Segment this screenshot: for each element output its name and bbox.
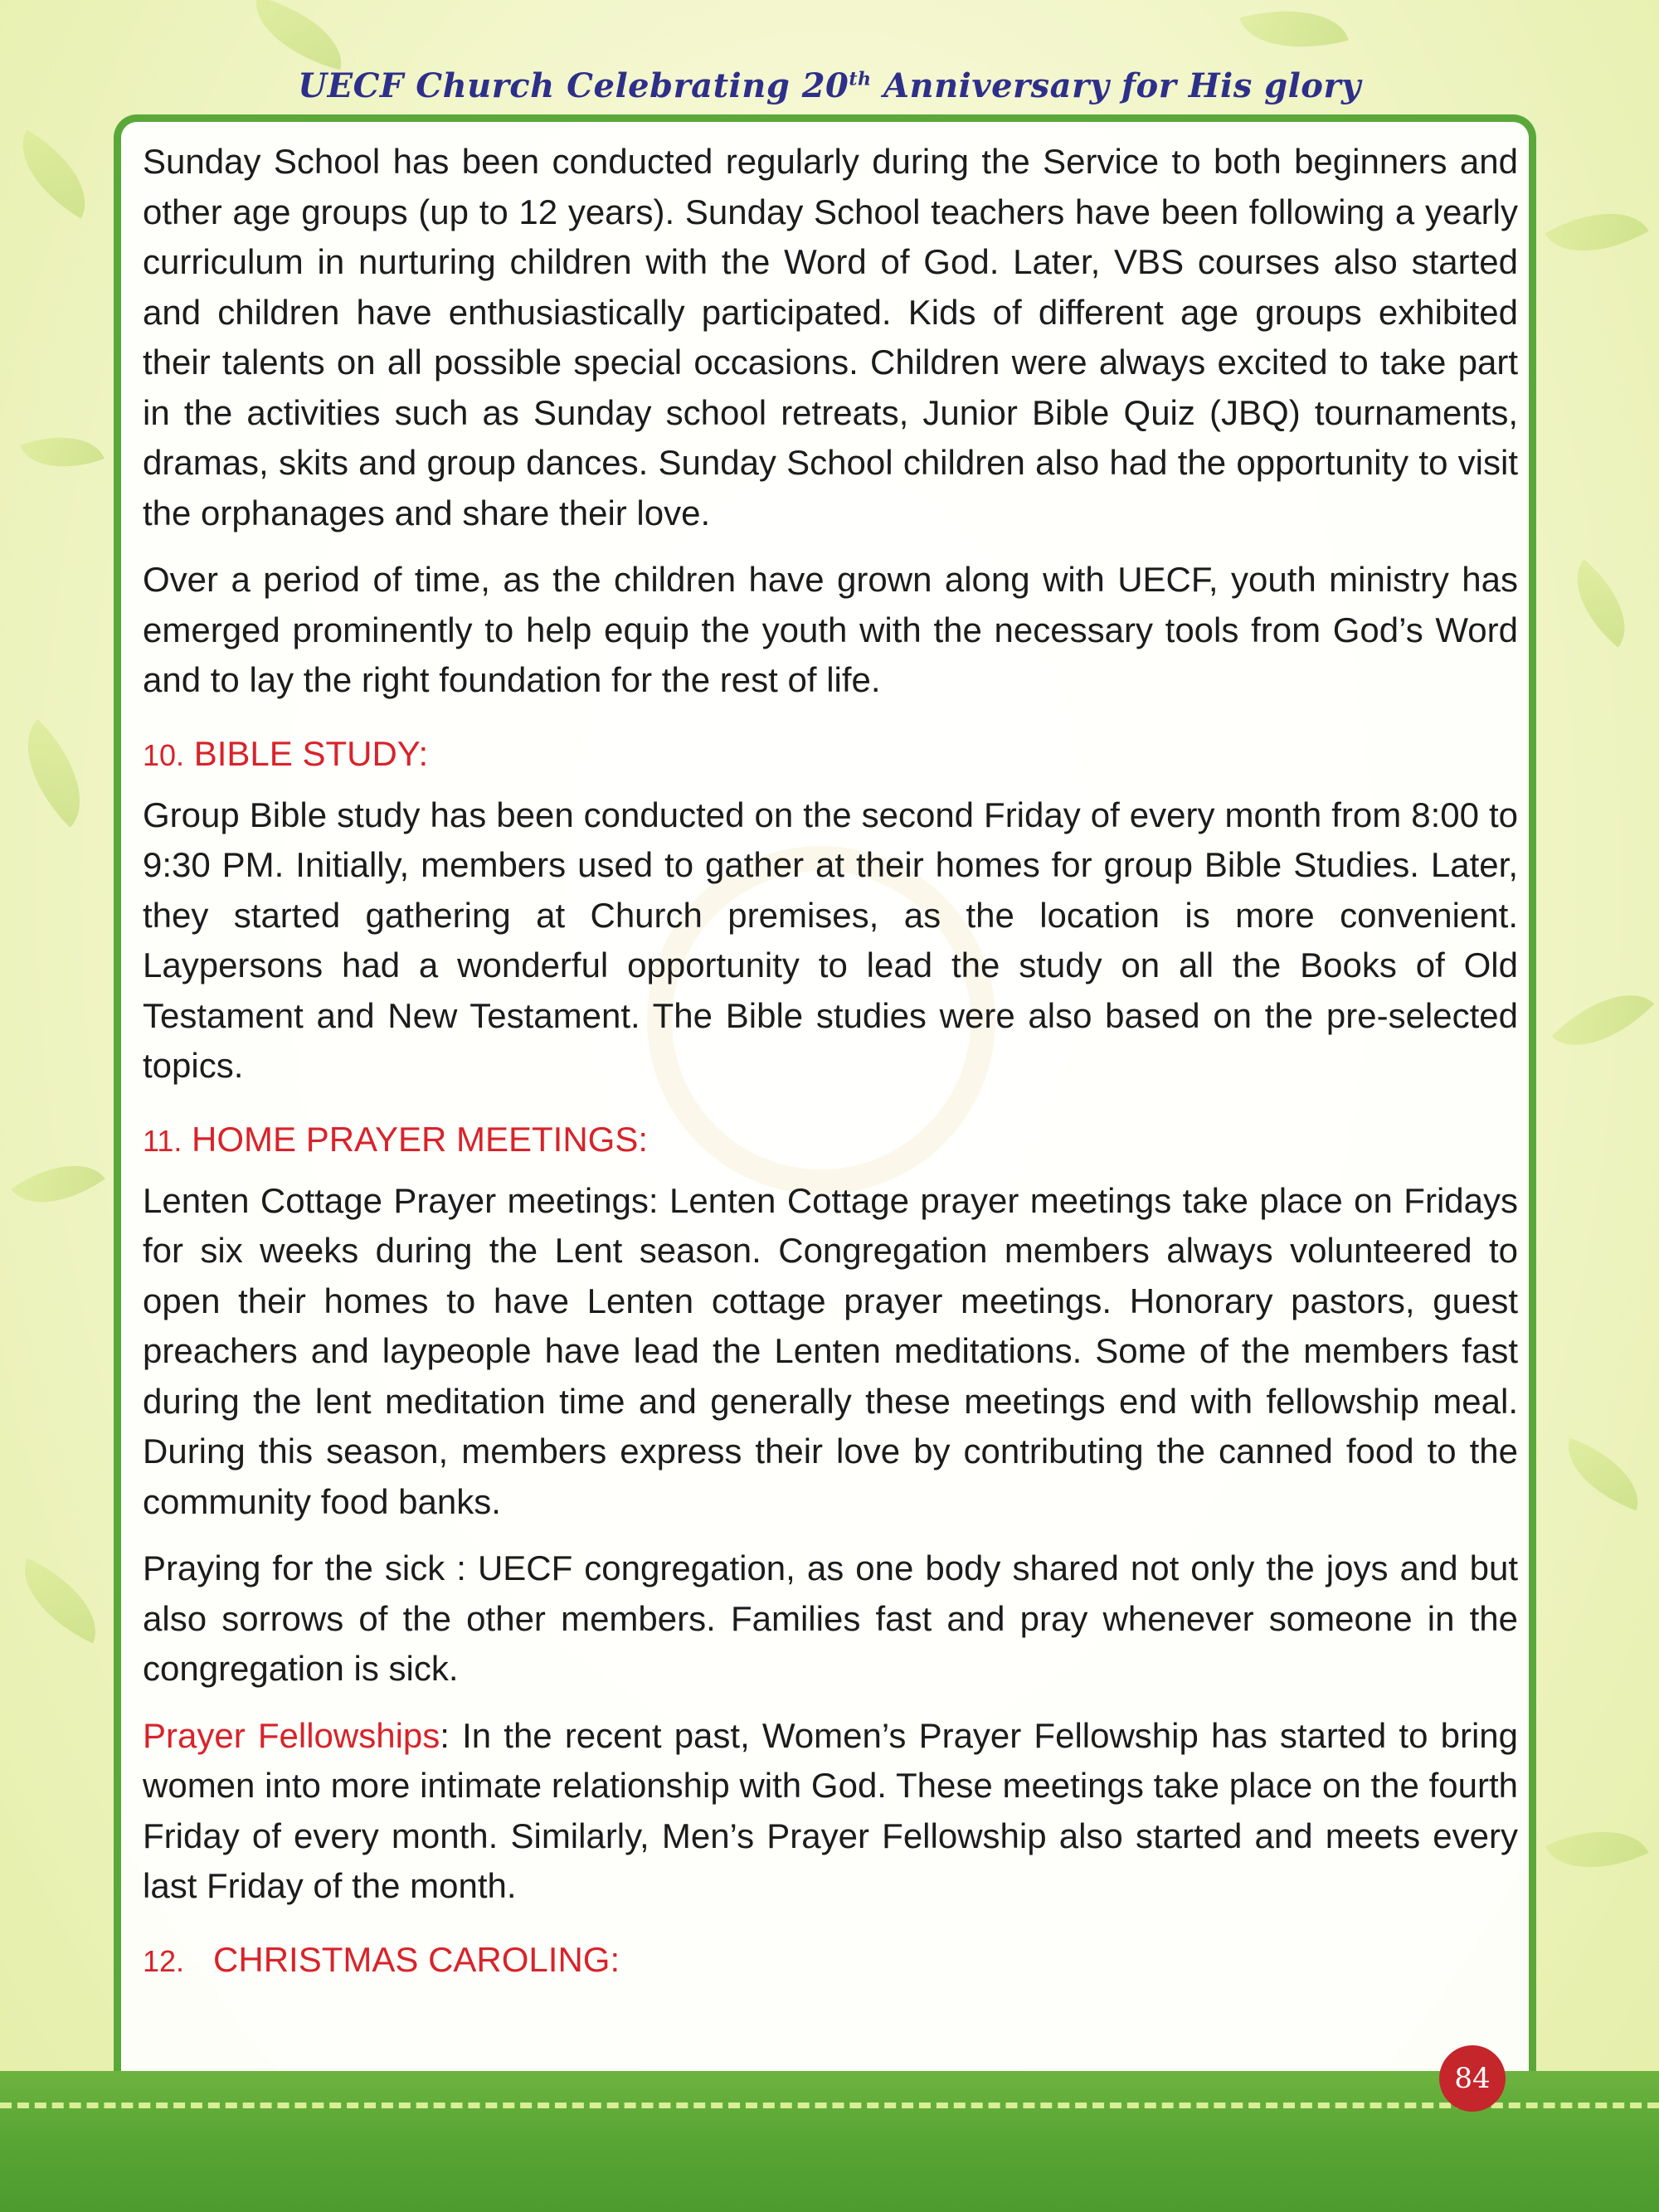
background-leaf xyxy=(1545,188,1648,277)
paragraph-lenten-cottage: Lenten Cottage Prayer meetings: Lenten Cottage prayer meetings take place on Fridays for six weeks during the Lent season. Congregation members always volunteered to open their homes to have Lenten cottage prayer meetings. Honorary pastors, guest preachers and laypeople have lead the Lenten meditations. Some of the members fast during the lent meditation time and generally these meetings end with fellowship meal. During this season, members express their love by contributing the canned food to the community food banks. xyxy=(143,1180,1518,1521)
paragraph-prayer-fellowships xyxy=(143,1711,1518,1912)
heading-home-prayer-meetings: 11. HOME PRAYER MEETINGS: xyxy=(143,1119,649,1159)
background-leaf xyxy=(1552,969,1655,1072)
paragraph-praying-for-sick: Praying for the sick : UECF congregation, as one body shared not only the joys and but also sorrows of the other members. Families fast and pray whenever someone in the congregation is sick. xyxy=(143,1548,1518,1688)
background-leaf xyxy=(2,130,105,219)
heading-bible-study: 10. BIBLE STUDY: xyxy=(143,733,429,773)
background-leaf xyxy=(7,1558,114,1644)
background-leaf xyxy=(0,719,108,828)
background-leaf xyxy=(1554,559,1647,647)
page-header-title: UECF Church Celebrating 20th Anniversary for His glory xyxy=(298,66,1361,105)
main-content xyxy=(143,137,1518,1996)
footer-dotted-line xyxy=(0,2103,1659,2108)
prayer-fellowships-text: : In the recent past, Women’s Prayer Fellowship has started to bring women into more intimate relationship with God. These meetings take place on the fourth Friday of every month. Similarly, Men’s Prayer Fellowship also started and meets every last Friday of the month. xyxy=(143,1715,1518,1905)
heading-christmas-caroling: 12. CHRISTMAS CAROLING: xyxy=(143,1939,620,1979)
footer-band xyxy=(0,2071,1659,2212)
background-leaf xyxy=(20,420,105,484)
background-leaf xyxy=(1545,1808,1648,1892)
background-leaf xyxy=(1554,1438,1652,1511)
paragraph-bible-study: Group Bible study has been conducted on the second Friday of every month from 8:00 to 9:30 PM. Initially, members used to gather at their homes for group Bible Studies. Later, they started gathering at Church premises, as the location is more convenient. Laypersons had a wonderful opportunity to lead the study on all the Books of Old Testament and New Testament. The Bible studies were also based on the pre-selected topics. xyxy=(143,795,1518,1085)
background-leaf xyxy=(11,1141,105,1226)
background-leaf xyxy=(244,0,353,70)
paragraph-sunday-school: Sunday School has been conducted regularly during the Service to both beginners and other age groups (up to 12 years). Sunday School teachers have been following a yearly curriculum in nurturing children with the Word of God. Later, VBS courses also started and children have enthusiastically participated. Kids of different age groups exhibited their talents on all possible special occasions. Children were always excited to take part in the activities such as Sunday school retreats, Junior Bible Quiz (JBQ) tournaments, dramas, skits and group dances. Sunday School children also had the opportunity to visit the orphanages and share their love. xyxy=(143,142,1518,532)
background-leaf xyxy=(1239,0,1348,66)
page-number-badge: 84 xyxy=(1439,2045,1506,2112)
paragraph-youth-ministry: Over a period of time, as the children have grown along with UECF, youth ministry has emerged prominently to help equip the youth with the necessary tools from God’s Word and to lay the right foundation for the rest of life. xyxy=(143,560,1518,699)
prayer-fellowships-label: Prayer Fellowships xyxy=(143,1715,440,1755)
